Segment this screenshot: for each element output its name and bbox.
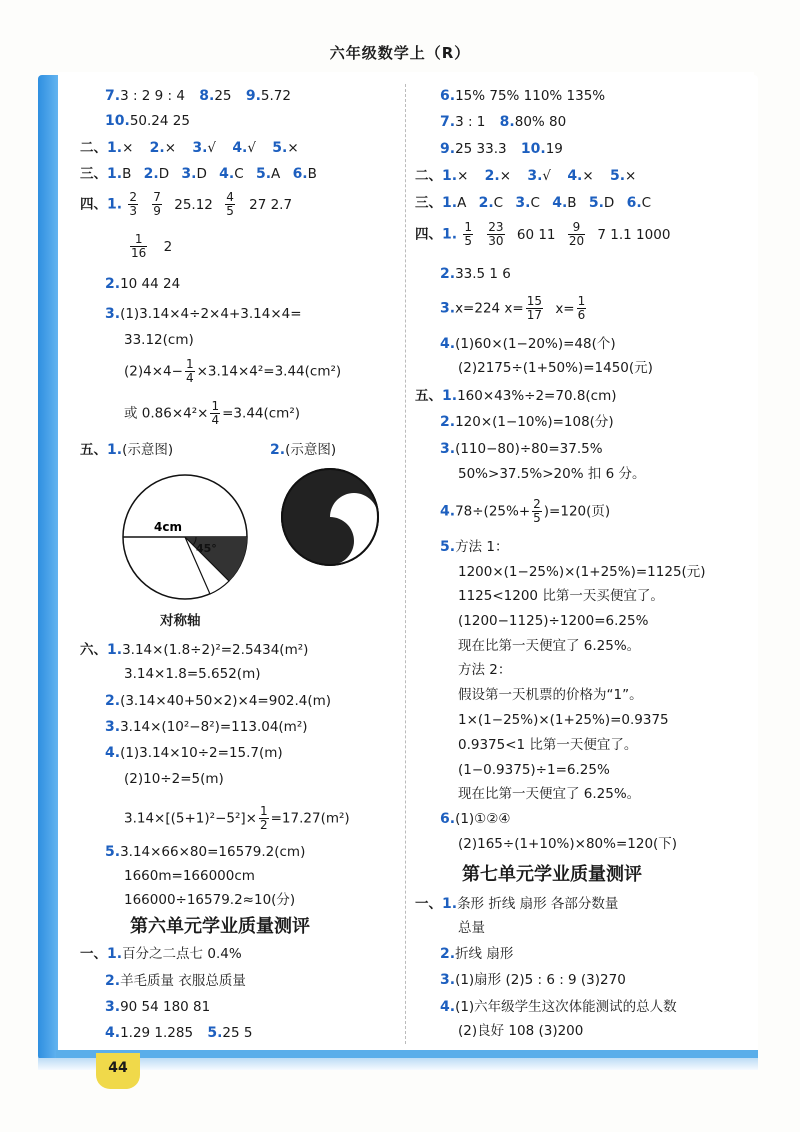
q-num: 5. [207, 1025, 223, 1041]
section-label: 四、 [415, 226, 442, 243]
answer: A [457, 195, 467, 211]
answer: 羊毛质量 衣服总质量 [120, 973, 246, 989]
answer: × [582, 168, 594, 184]
fraction: $\frac{1}{16}$ [131, 232, 147, 260]
q-num: 2. [440, 266, 456, 282]
q-num: 7. [105, 88, 121, 104]
left-line-18: (2)10÷2=5(m) [124, 771, 224, 787]
q-num: 4. [232, 140, 248, 156]
answer: √ [542, 168, 552, 184]
answer: × [122, 140, 134, 156]
section-label: 一、 [415, 896, 442, 912]
answer: D [158, 166, 170, 182]
answer: 3.14×(10²−8²)=113.04(m²) [120, 719, 308, 735]
right-line-4 [415, 167, 636, 185]
section-label: 三、 [415, 195, 442, 211]
right-line-15 [440, 498, 610, 525]
section-label: 二、 [80, 140, 107, 156]
q-num: 6. [292, 166, 308, 182]
right-line-12 [440, 413, 614, 431]
answer: 3 : 1 [455, 114, 486, 130]
right-line-20: 现在比第一天便宜了 6.25%。 [458, 638, 641, 654]
fraction: $\frac{1}{4}$ [185, 357, 194, 385]
unit7-title: 第七单元学业质量测评 [462, 864, 642, 885]
right-line-1 [440, 87, 605, 105]
fraction: $\frac{2}{3}$ [129, 190, 137, 218]
answer: 27 2.7 [249, 196, 293, 213]
answer: B [567, 195, 577, 211]
q-num: 4. [552, 195, 568, 211]
q-num: 6. [626, 195, 642, 211]
right-line-5 [415, 194, 651, 212]
q-num: 9. [440, 141, 456, 157]
right-line-32 [440, 971, 626, 989]
q-num: 3. [192, 140, 208, 156]
answer: D [603, 195, 615, 211]
q-num: 4. [440, 336, 456, 352]
q-num: 3. [105, 719, 121, 735]
answer: C [234, 166, 244, 182]
answer: C [493, 195, 504, 211]
right-line-34: (2)良好 108 (3)200 [458, 1023, 584, 1039]
answer: 条形 折线 扇形 各部分数量 [457, 896, 619, 912]
left-line-5 [80, 191, 292, 218]
q-num: 1. [107, 442, 123, 458]
left-line-21: 1660m=166000cm [124, 868, 255, 884]
answer: 50.24 25 [129, 113, 190, 129]
answer: (110−80)÷80=37.5% [455, 441, 603, 457]
q-num: 6. [440, 88, 456, 104]
q-num: 3. [181, 166, 197, 182]
q-num: 2. [484, 168, 500, 184]
answer: 百分之二点七 0.4% [122, 946, 242, 962]
left-line-9: 33.12(cm) [124, 332, 194, 348]
left-line-4 [80, 165, 317, 183]
answer: x=224 x= [455, 300, 524, 317]
section-label: 三、 [80, 166, 107, 182]
answer: =17.27(m²) [270, 810, 350, 827]
q-num: 5. [105, 844, 121, 860]
left-line-17 [105, 744, 283, 762]
angle-label: 45° [196, 542, 217, 555]
q-num: 1. [107, 946, 123, 962]
right-line-33 [440, 998, 677, 1016]
answer: × [287, 140, 299, 156]
answer: 25 33.3 [455, 141, 507, 157]
q-num: 3. [515, 195, 531, 211]
q-num: 10. [105, 113, 130, 129]
left-line-22: 166000÷16579.2≈10(分) [124, 892, 296, 908]
answer: (1)3.14×10÷2=15.7(m) [120, 745, 283, 761]
answer: 120×(1−10%)=108(分) [455, 414, 614, 430]
q-num: 5. [440, 539, 456, 555]
answer: 160×43%÷2=70.8(cm) [457, 388, 617, 404]
answer: 3.14×(1.8÷2)²=2.5434(m²) [122, 642, 309, 658]
q-num: 2. [440, 414, 456, 430]
q-num: 1. [442, 896, 458, 912]
answer: 3 : 2 9 : 4 [120, 88, 185, 104]
left-line-26 [105, 1024, 252, 1042]
answer: 15% 75% 110% 135% [455, 88, 606, 104]
section-label: 一、 [80, 946, 107, 962]
figure-caption: 对称轴 [160, 613, 201, 629]
q-num: 1. [442, 388, 458, 404]
q-num: 5. [255, 166, 272, 182]
left-line-20 [105, 843, 305, 861]
answer: x= [555, 300, 575, 317]
q-num: 5. [609, 168, 626, 184]
right-line-10: (2)2175÷(1+50%)=1450(元) [458, 360, 653, 376]
answer: (1)①②④ [455, 811, 511, 827]
q-num: 8. [499, 114, 515, 130]
right-line-9 [440, 335, 616, 353]
left-line-24 [105, 972, 246, 990]
fraction: $\frac{15}{17}$ [526, 294, 543, 322]
fraction: $\frac{1}{6}$ [577, 294, 586, 322]
bottom-shade [38, 1058, 758, 1070]
right-line-21: 方法 2： [458, 662, 512, 678]
answer: × [499, 168, 512, 184]
q-num: 4. [105, 745, 121, 761]
answer: C [641, 195, 652, 211]
q-num: 7. [440, 114, 456, 130]
answer: B [122, 166, 132, 182]
q-num: 3. [440, 972, 456, 988]
right-line-25: (1−0.9375)÷1=6.25% [458, 762, 610, 778]
left-line-2 [105, 112, 190, 130]
section-label: 五、 [80, 442, 107, 458]
answer: × [625, 168, 637, 184]
right-line-27 [440, 810, 511, 828]
right-line-26: 现在比第一天便宜了 6.25%。 [458, 786, 641, 802]
answer: 90 54 180 81 [120, 999, 211, 1015]
q-num: 1. [107, 140, 123, 156]
left-line-10 [124, 358, 341, 385]
right-line-17: 1200×(1−25%)×(1+25%)=1125(元) [458, 564, 706, 580]
answer: (1)60×(1−20%)=48(个) [455, 336, 616, 352]
answer: × [164, 140, 177, 156]
right-line-19: (1200−1125)÷1200=6.25% [458, 613, 649, 629]
q-num: 1. [107, 166, 123, 182]
section-label: 四、 [80, 196, 107, 213]
q-num: 2. [440, 946, 456, 962]
right-line-29 [415, 895, 618, 913]
left-line-6 [128, 233, 172, 260]
q-num: 1. [107, 642, 123, 658]
radius-label: 4cm [154, 520, 182, 534]
column-divider [405, 84, 406, 1044]
left-line-8 [105, 305, 302, 323]
answer: 或 0.86×4²× [124, 405, 209, 422]
answer: 1.29 1.285 [120, 1025, 194, 1041]
q-num: 5. [272, 140, 288, 156]
q-num: 1. [442, 226, 458, 243]
left-line-25 [105, 998, 210, 1016]
answer: 78÷(25%+ [455, 503, 531, 520]
right-line-24: 0.9375<1 比第一天便宜了。 [458, 737, 638, 753]
q-num: 8. [199, 88, 215, 104]
answer: ×3.14×4²=3.44(cm²) [196, 363, 342, 380]
fraction: $\frac{1}{5}$ [464, 220, 472, 248]
right-line-31 [440, 945, 513, 963]
answer: (示意图) [285, 442, 337, 458]
q-num: 2. [478, 195, 494, 211]
right-line-7 [440, 265, 511, 283]
answer: 折线 扇形 [455, 946, 514, 962]
right-line-28: (2)165÷(1+10%)×80%=120(下) [458, 836, 678, 852]
answer: 3.14×[(5+1)²−5²]× [124, 810, 257, 827]
left-line-23 [80, 945, 242, 963]
q-num: 2. [149, 140, 165, 156]
fraction: $\frac{7}{9}$ [153, 190, 161, 218]
q-num: 10. [520, 141, 546, 157]
q-num: 5. [588, 195, 604, 211]
q-num: 9. [245, 88, 261, 104]
answer: 25.12 [174, 196, 213, 213]
left-line-11 [124, 400, 300, 427]
q-num: 3. [527, 168, 543, 184]
right-line-30: 总量 [458, 920, 485, 936]
q-num: 4. [219, 166, 235, 182]
fraction: $\frac{1}{2}$ [259, 804, 268, 832]
bottom-bar [56, 1050, 758, 1058]
answer: A [271, 166, 281, 182]
answer: × [457, 168, 469, 184]
fraction: $\frac{4}{5}$ [226, 190, 234, 218]
answer: 7 1.1 1000 [597, 226, 671, 243]
q-num: 1. [442, 195, 458, 211]
left-line-12b [270, 441, 336, 459]
section-label: 五、 [415, 388, 442, 404]
answer: 25 5 [222, 1025, 253, 1041]
fraction: $\frac{9}{20}$ [568, 220, 585, 248]
answer: 19 [545, 141, 563, 157]
q-num: 3. [440, 441, 456, 457]
answer: C [530, 195, 540, 211]
pinwheel-figure [278, 465, 382, 569]
page-number: 44 [96, 1053, 140, 1089]
answer: (1)3.14×4÷2×4+3.14×4= [120, 306, 302, 322]
left-line-7 [105, 275, 180, 293]
answer: B [307, 166, 317, 182]
left-line-14: 3.14×1.8=5.652(m) [124, 666, 261, 682]
right-line-14: 50%>37.5%>20% 扣 6 分。 [458, 466, 646, 482]
q-num: 1. [442, 168, 458, 184]
right-line-23: 1×(1−25%)×(1+25%)=0.9375 [458, 712, 669, 728]
q-num: 3. [105, 306, 121, 322]
left-line-3 [80, 139, 299, 157]
answer: 60 11 [516, 226, 556, 243]
left-line-13 [80, 641, 308, 659]
right-line-3 [440, 140, 563, 158]
unit6-title: 第六单元学业质量测评 [130, 916, 310, 937]
answer: 3.14×66×80=16579.2(cm) [120, 844, 306, 860]
answer: √ [207, 140, 217, 156]
left-line-16 [105, 718, 308, 736]
fraction: $\frac{23}{30}$ [488, 220, 504, 248]
section-label: 六、 [80, 642, 107, 658]
answer: (2)4×4− [124, 363, 183, 380]
answer: 10 44 24 [120, 276, 181, 292]
answer: 25 [214, 88, 232, 104]
q-num: 4. [567, 168, 583, 184]
q-num: 2. [143, 166, 159, 182]
circle-figure [118, 470, 258, 610]
q-num: 2. [105, 276, 121, 292]
answer: 方法 1： [455, 539, 509, 555]
q-num: 3. [440, 300, 456, 317]
answer: 5.72 [260, 88, 291, 104]
answer: D [196, 166, 207, 182]
answer: (示意图) [122, 442, 174, 458]
right-line-16 [440, 538, 508, 556]
pinwheel-blade [282, 469, 330, 541]
q-num: 4. [440, 503, 456, 520]
page-header: 六年级数学上（R） [329, 44, 471, 62]
left-line-19 [124, 805, 350, 832]
left-line-1 [105, 87, 291, 105]
q-num: 4. [440, 999, 456, 1015]
answer: (1)六年级学生这次体能测试的总人数 [455, 999, 677, 1015]
fraction: $\frac{2}{5}$ [533, 497, 541, 525]
answer: =3.44(cm²) [222, 405, 301, 422]
fraction: $\frac{1}{4}$ [211, 399, 220, 427]
q-num: 1. [107, 196, 123, 213]
right-line-8 [440, 295, 588, 322]
right-line-2 [440, 113, 566, 131]
left-line-15 [105, 692, 331, 710]
section-label: 二、 [415, 168, 442, 184]
q-num: 2. [105, 693, 121, 709]
answer: (1)扇形 (2)5 : 6 : 9 (3)270 [455, 972, 626, 988]
q-num: 3. [105, 999, 121, 1015]
answer: (3.14×40+50×2)×4=902.4(m) [120, 693, 332, 709]
q-num: 4. [105, 1025, 121, 1041]
q-num: 2. [105, 973, 121, 989]
q-num: 2. [270, 442, 286, 458]
right-line-13 [440, 440, 603, 458]
right-line-22: 假设第一天机票的价格为“1”。 [458, 687, 643, 703]
q-num: 6. [440, 811, 456, 827]
answer: 33.5 1 6 [455, 266, 511, 282]
right-line-11 [415, 387, 617, 405]
answer: 2 [163, 238, 173, 255]
answer: )=120(页) [543, 503, 611, 520]
left-line-12 [80, 441, 173, 459]
answer: 80% 80 [514, 114, 567, 130]
right-line-18: 1125<1200 比第一天买便宜了。 [458, 588, 664, 604]
answer: √ [247, 140, 256, 156]
right-line-6 [415, 221, 670, 248]
